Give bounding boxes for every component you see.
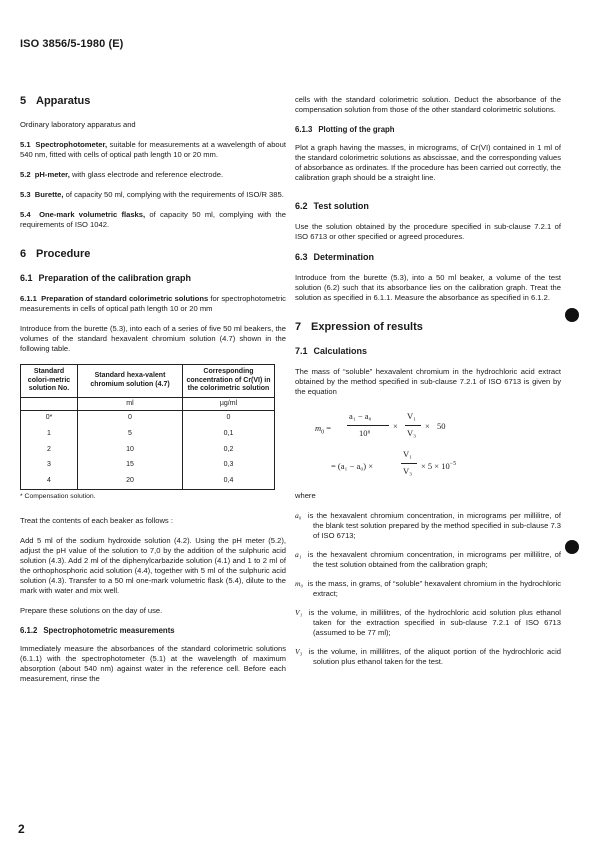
table-cell: 0 (183, 411, 275, 427)
eq-factor: 50 (437, 421, 446, 431)
table-cell: 4 (21, 474, 78, 490)
table-cell: 20 (78, 474, 183, 490)
item-5-1: 5.1 Spectrophotometer, suitable for measurements at a wavelength of about 540 nm, fitted with cells of optical path length 10 or 20 mm. (20, 140, 286, 159)
eq-numerator-3: V₁ (403, 449, 413, 459)
eq-times: × (425, 421, 430, 431)
table-cell: 1 (21, 427, 78, 443)
eq-denominator-2: V₃ (407, 428, 417, 438)
section-7-1-text: The mass of “soluble” hexavalent chromium in the hydrochloric acid extract obtained by the method specified in sub-clause 7.2.1 of ISO 6713 is given by the equation (295, 367, 561, 396)
section-6-1-3-text: Plot a graph having the masses, in micrograms, of Cr(VI) contained in 1 ml of the standard colorimetric solutions as abscissae, and the corresponding values of absorbance as ordinates. If the procedure has been carried out correctly, the calibration graph should be a straight line. (295, 143, 561, 182)
definition-a1: a₁ is the hexavalent chromium concentration, in micrograms per millilitre, of the test solution obtained from the calibration graph; (295, 550, 561, 569)
standards-table (20, 364, 275, 490)
table-cell: 3 (21, 458, 78, 474)
section-6-1-2-continued: cells with the standard colorimetric solution. Deduct the absorbance of the compensation solution from those of the other standard colorimetric solutions. (295, 95, 561, 114)
section-6-3-text: Introduce from the burette (5.3), into a 50 ml beaker, a volume of the test solution (6.2) such that its absorbance lies on the calibration graph. Treat the solution as specified in 6.1.1. Measure the absorbance as specified in 6.1.2. (295, 273, 561, 302)
eq-tail: × $5 \times 10^{-5}$ (421, 460, 457, 471)
definition-v1: V₁ is the volume, in millilitres, of the hydrochloric acid solution plus ethanol taken for the extraction specified in sub-clause 7.2.1 of ISO 6713 (assumed to be 77 ml); (295, 608, 561, 637)
table-cell: 2 (21, 443, 78, 459)
table-row (21, 443, 275, 459)
table-footnote: * Compensation solution. (20, 493, 96, 501)
eq-denominator-1: 10⁶ (359, 428, 371, 438)
table-cell: 0,4 (183, 474, 275, 490)
treat-paragraph: Treat the contents of each beaker as follows : (20, 516, 173, 526)
right-column (295, 95, 561, 676)
table-row (21, 427, 275, 443)
section-6-2-text: Use the solution obtained by the procedure specified in sub-clause 7.2.1 of ISO 6713 or other specified or agreed procedures. (295, 222, 561, 241)
section-6-heading: 6 Procedure (20, 248, 91, 260)
page-header: ISO 3856/5-1980 (E) (20, 38, 124, 50)
table-unit-cell: µg/ml (183, 397, 275, 411)
section-6-1-1: 6.1.1 Preparation of standard colorimetric solutions for spectrophotometric measurements in cells of optical path length 10 or 20 mm (20, 294, 286, 313)
section-6-1-heading: 6.1 Preparation of the calibration graph (20, 273, 192, 283)
table-unit-cell (21, 397, 78, 411)
section-6-1-3-heading: 6.1.3 Plotting of the graph (295, 125, 395, 134)
table-cell: 5 (78, 427, 183, 443)
table-cell: 0,2 (183, 443, 275, 459)
item-5-2: 5.2 pH-meter, with glass electrode and reference electrode. (20, 170, 224, 179)
eq-numerator-1: a₁ − a₀ (349, 411, 372, 421)
table-cell: 0,1 (183, 427, 275, 443)
section-6-1-2-heading: 6.1.2 Spectrophotometric measurements (20, 626, 175, 636)
table-header-cell: Standard hexa-valent chromium solution (4.7) (78, 365, 183, 398)
eq-fraction-bar (401, 463, 417, 464)
section-6-3-heading: 6.3 Determination (295, 252, 375, 262)
table-unit-cell: ml (78, 397, 183, 411)
eq-times: × (393, 421, 398, 431)
where-label: where (295, 491, 316, 500)
eq-denominator-3: V₃ (403, 466, 413, 476)
add-paragraph: Add 5 ml of the sodium hydroxide solution (4.2). Using the pH meter (5.2), adjust the pH value of the solution to 7,0 by the addition of the sulphuric acid solution (4.3). Add 2 ml of the diphenylcarbazide solution (4.1) and 1 to 2 ml of the orthophosphoric acid solution (4.4), together with 5 ml of the sulphuric acid solution (4.3). Transfer to a 50 ml one-mark volumetric flask (5.4), dilute to the mark with water and mix well. (20, 536, 286, 596)
section-7-heading: 7 Expression of results (295, 321, 423, 333)
prepare-paragraph: Prepare these solutions on the day of use. (20, 606, 163, 616)
table-cell: 0* (21, 411, 78, 427)
table-cell: 10 (78, 443, 183, 459)
table-cell: 0,3 (183, 458, 275, 474)
eq-fraction-bar (347, 425, 389, 426)
table-header-cell: Corresponding concentration of Cr(VI) in the colorimetric solution (183, 365, 275, 398)
section-6-1-2-text: Immediately measure the absorbances of the standard colorimetric solutions (6.1.1) with the spectrophotometer (5.1) at the wavelength of maximum absorption (about 540 nm) against water in the reference cell. Before each measurement, rinse the (20, 644, 286, 684)
table-row (21, 474, 275, 490)
item-5-3: 5.3 Burette, of capacity 50 ml, complying with the requirements of ISO/R 385. (20, 190, 284, 199)
table-cell: 0 (78, 411, 183, 427)
section-6-2-heading: 6.2 Test solution (295, 201, 369, 211)
left-column (20, 95, 286, 694)
section-5-heading: 5 Apparatus (20, 95, 91, 107)
definition-v3: V₃ is the volume, in millilitres, of the aliquot portion of the hydrochloric acid solution plus ethanol taken for the test. (295, 647, 561, 666)
punch-hole-mark (565, 540, 579, 554)
equation (295, 407, 561, 487)
eq-numerator-2: V₁ (407, 411, 417, 421)
eq-line2: = (a₁ − a₀) × (331, 461, 374, 471)
eq-fraction-bar (405, 425, 421, 426)
table-header-cell: Standard colori-metric solution No. (21, 365, 78, 398)
item-5-4: 5.4 One-mark volumetric flasks, of capacity 50 ml, complying with the requirements of ISO 1042. (20, 210, 286, 229)
table-row (21, 458, 275, 474)
table-cell: 15 (78, 458, 183, 474)
definition-m0: m₀ is the mass, in grams, of “soluble” hexavalent chromium in the hydrochloric extract; (295, 579, 561, 598)
table-row (21, 411, 275, 427)
section-7-1-heading: 7.1 Calculations (295, 346, 368, 356)
eq-lhs: $m_0$ = (315, 423, 332, 436)
section-5-intro: Ordinary laboratory apparatus and (20, 120, 136, 129)
definition-a0: a₀ is the hexavalent chromium concentration, in micrograms per millilitre, of the blank test solution prepared by the method specified in sub-clause 7.3 of ISO 6713; (295, 511, 561, 540)
page-number: 2 (18, 822, 25, 836)
table-intro: Introduce from the burette (5.3), into each of a series of five 50 ml beakers, the volumes of the standard hexavalent chromium solution (4.7) shown in the following table. (20, 324, 286, 353)
punch-hole-mark (565, 308, 579, 322)
